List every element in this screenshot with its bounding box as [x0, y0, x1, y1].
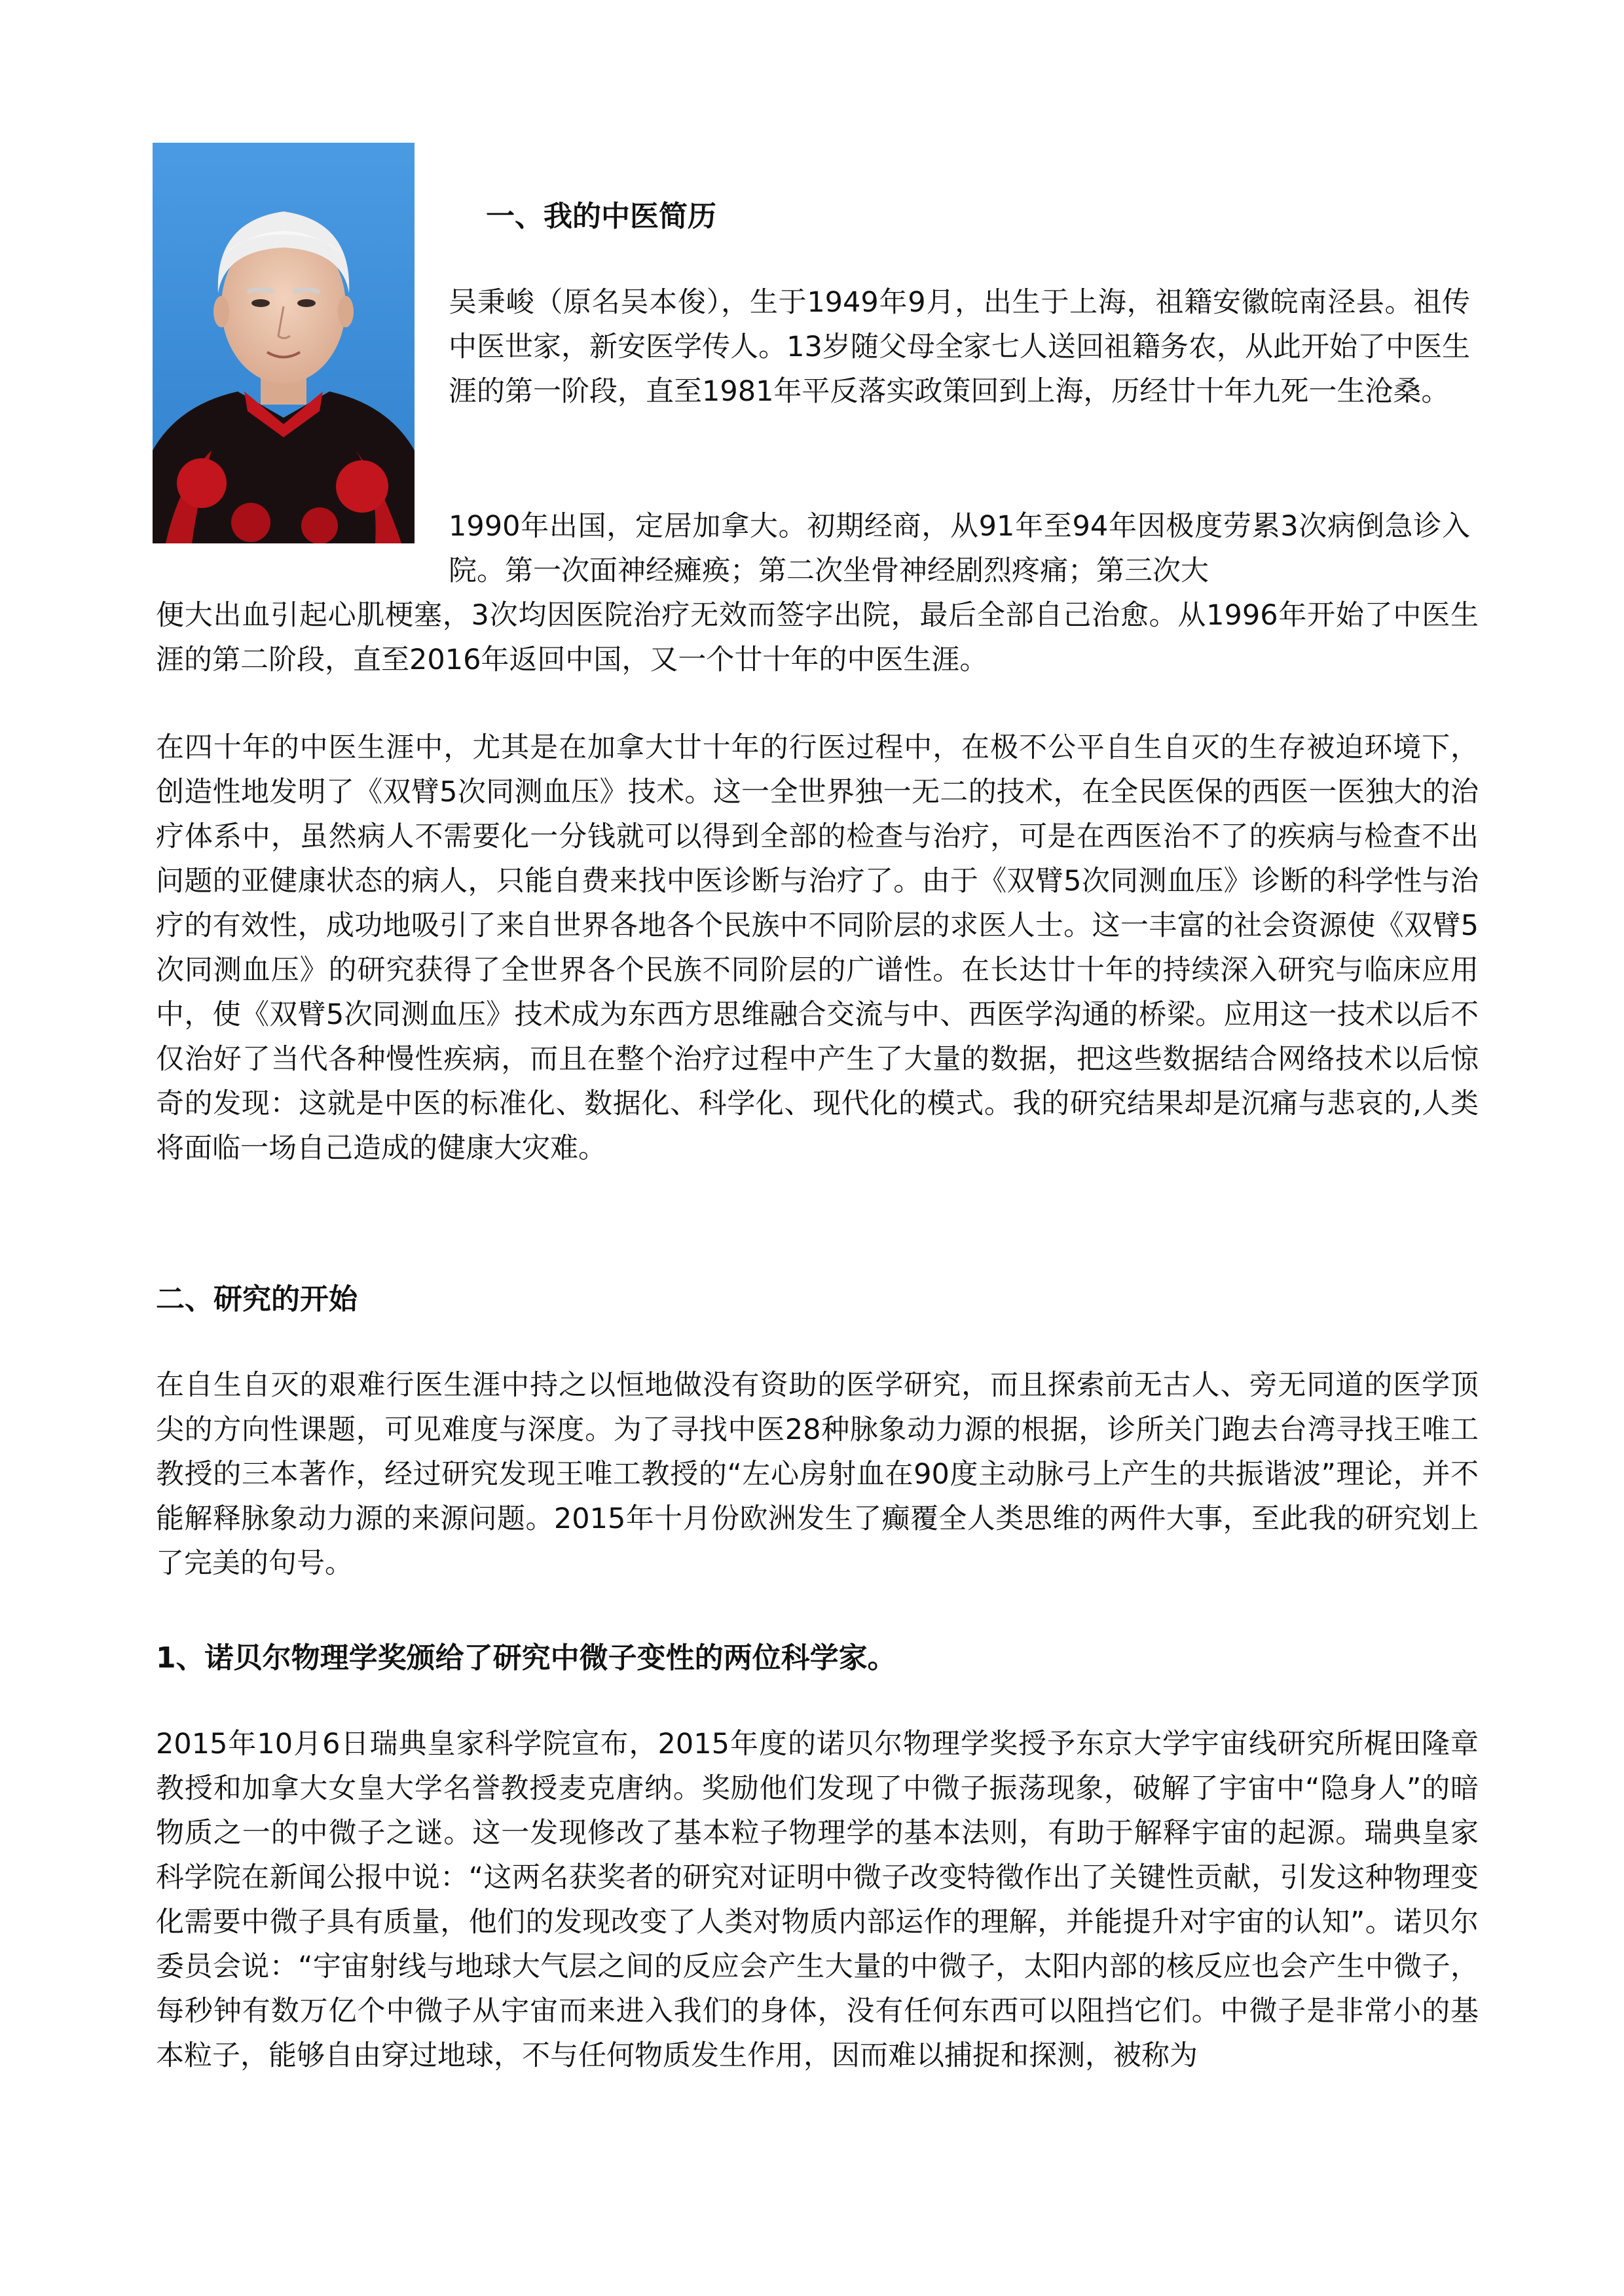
paragraph-2-rest: 便大出血引起心肌梗塞，3次均因医院治疗无效而签字出院，最后全部自己治愈。从1996年开始了中医生涯的第二阶段，直至2016年返回中国，又一个廿十年的中医生涯。 — [156, 599, 1479, 676]
portrait-photo — [153, 143, 415, 543]
portrait-icon — [153, 143, 415, 543]
section-title-1: 一、我的中医简历 — [486, 200, 716, 233]
paragraph-3: 在四十年的中医生涯中，尤其是在加拿大廿十年的行医过程中，在极不公平自生自灭的生存被迫环境下，创造性地发明了《双臂5次同测血压》技术。这一全世界独一无二的技术，在全民医保的西医一医独大的治疗体系中，虽然病人不需要化一分钱就可以得到全部的检查与治疗，可是在西医治不了的疾病与检查不出问题的亚健康状态的病人，只能自费来找中医诊断与治疗了。由于《双臂5次同测血压》诊断的科学性与治疗的有效性，成功地吸引了来自世界各地各个民族中不同阶层的求医人士。这一丰富的社会资源使《双臂5次同测血压》的研究获得了全世界各个民族不同阶层的广谱性。在长达廿十年的持续深入研究与临床应用中，使《双臂5次同测血压》技术成为东西方思维融合交流与中、西医学沟通的桥梁。应用这一技术以后不仅治好了当代各种慢性疾病，而且在整个治疗过程中产生了大量的数据，把这些数据结合网络技术以后惊奇的发现：这就是中医的标准化、数据化、科学化、现代化的模式。我的研究结果却是沉痛与悲哀的,人类将面临一场自己造成的健康大灾难。 — [156, 731, 1479, 1165]
paragraph-1: 吴秉峻（原名吴本俊），生于1949年9月，出生于上海，祖籍安徽皖南泾县。祖传中医世家，新安医学传人。13岁随父母全家七人送回祖籍务农，从此开始了中医生涯的第一阶段，直至1981年平反落实政策回到上海，历经廿十年九死一生沧桑。 — [449, 286, 1470, 408]
paragraph-5: 2015年10月6日瑞典皇家科学院宣布，2015年度的诺贝尔物理学奖授予东京大学宇宙线研究所梶田隆章教授和加拿大女皇大学名誉教授麦克唐纳。奖励他们发现了中微子振荡现象，破解了宇宙中“隐身人”的暗物质之一的中微子之谜。这一发现修改了基本粒子物理学的基本法则，有助于解释宇宙的起源。瑞典皇家科学院在新闻公报中说：“这两名获奖者的研究对证明中微子改变特徵作出了关键性贡献，引发这种物理变化需要中微子具有质量，他们的发现改变了人类对物质内部运作的理解，并能提升对宇宙的认知”。诺贝尔委员会说：“宇宙射线与地球大气层之间的反应会产生大量的中微子，太阳内部的核反应也会产生中微子，每秒钟有数万亿个中微子从宇宙而来进入我们的身体，没有任何东西可以阻挡它们。中微子是非常小的基本粒子，能够自由穿过地球，不与任何物质发生作用，因而难以捕捉和探测，被称为 — [156, 1728, 1479, 2072]
section-title-2: 二、研究的开始 — [156, 1283, 358, 1316]
paragraph-2-top: 1990年出国，定居加拿大。初期经商，从91年至94年因极度劳累3次病倒急诊入院。第一次面神经瘫痪；第二次坐骨神经剧烈疼痛；第三次大 — [449, 510, 1470, 587]
subsection-heading-1: 1、诺贝尔物理学奖颁给了研究中微子变性的两位科学家。 — [156, 1641, 896, 1675]
paragraph-4: 在自生自灭的艰难行医生涯中持之以恒地做没有资助的医学研究，而且探索前无古人、旁无同道的医学顶尖的方向性课题，可见难度与深度。为了寻找中医28种脉象动力源的根据，诊所关门跑去台湾寻找王唯工教授的三本著作，经过研究发现王唯工教授的“左心房射血在90度主动脉弓上产生的共振谐波”理论，并不能解释脉象动力源的来源问题。2015年十月份欧洲发生了癫覆全人类思维的两件大事，至此我的研究划上了完美的句号。 — [156, 1369, 1479, 1580]
